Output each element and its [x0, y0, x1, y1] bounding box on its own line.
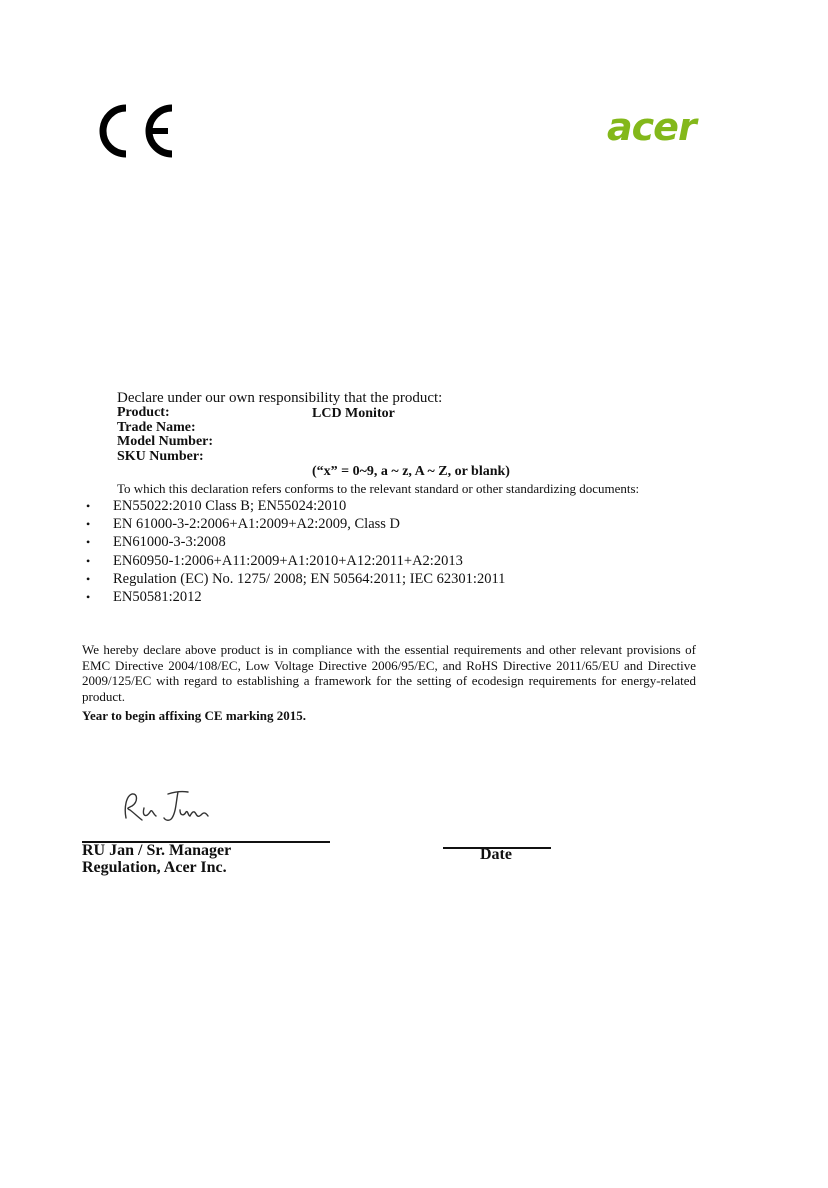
- list-item: [86, 533, 505, 551]
- signer-organization: Regulation, Acer Inc.: [82, 859, 227, 876]
- standards-list: [86, 497, 505, 606]
- declaration-intro: Declare under our own responsibility that the product:: [117, 390, 443, 406]
- ce-marking-year: Year to begin affixing CE marking 2015.: [82, 708, 307, 723]
- svg-text:acer: acer: [607, 108, 696, 148]
- standard-text: EN61000-3-3:2008: [113, 534, 226, 551]
- signer-name-title: RU Jan / Sr. Manager: [82, 842, 232, 859]
- bullet-icon: •: [86, 571, 91, 586]
- standard-text: Regulation (EC) No. 1275/ 2008; EN 50564:2011; IEC 62301:2011: [113, 570, 506, 587]
- list-item: [86, 570, 505, 588]
- list-item: [86, 515, 505, 533]
- bullet-icon: •: [86, 499, 91, 513]
- list-item: [86, 552, 505, 570]
- standards-intro: To which this declaration refers conforms to the relevant standard or other standardizing documents:: [117, 481, 640, 496]
- list-item: [86, 588, 505, 606]
- field-label-product: Product:: [117, 405, 170, 420]
- standard-text: EN55022:2010 Class B; EN55024:2010: [113, 498, 347, 514]
- field-label-trade-name: Trade Name:: [117, 419, 196, 435]
- product-value: LCD Monitor: [312, 406, 395, 421]
- list-item: [86, 497, 505, 515]
- bullet-icon: •: [86, 535, 91, 550]
- bullet-icon: •: [86, 553, 91, 568]
- signer-block: [82, 842, 231, 876]
- field-label-model-number: Model Number:: [117, 434, 214, 449]
- signature-image: [118, 786, 218, 830]
- acer-logo: [605, 108, 729, 148]
- product-fields: [117, 406, 213, 464]
- ce-mark-logo: [96, 102, 176, 160]
- sku-note: (“x” = 0~9, a ~ z, A ~ Z, or blank): [312, 464, 510, 479]
- bullet-icon: •: [86, 589, 91, 604]
- field-label-sku-number: SKU Number:: [117, 448, 204, 464]
- standard-text: EN 61000-3-2:2006+A1:2009+A2:2009, Class D: [113, 516, 401, 533]
- standard-text: EN60950-1:2006+A11:2009+A1:2010+A12:2011+A2:2013: [113, 552, 463, 569]
- standard-text: EN50581:2012: [113, 588, 202, 605]
- compliance-statement: We hereby declare above product is in compliance with the essential requirements and other relevant provisions of EMC Directive 2004/108/EC, Low Voltage Directive 2006/95/EC, and RoHS Directive 2011/65/EU and Directive 2009/125/EC with regard to establishing a framework for the setting of ecodesign requirements for energy-related product.: [82, 642, 696, 704]
- bullet-icon: •: [86, 517, 91, 532]
- date-label: Date: [480, 846, 512, 863]
